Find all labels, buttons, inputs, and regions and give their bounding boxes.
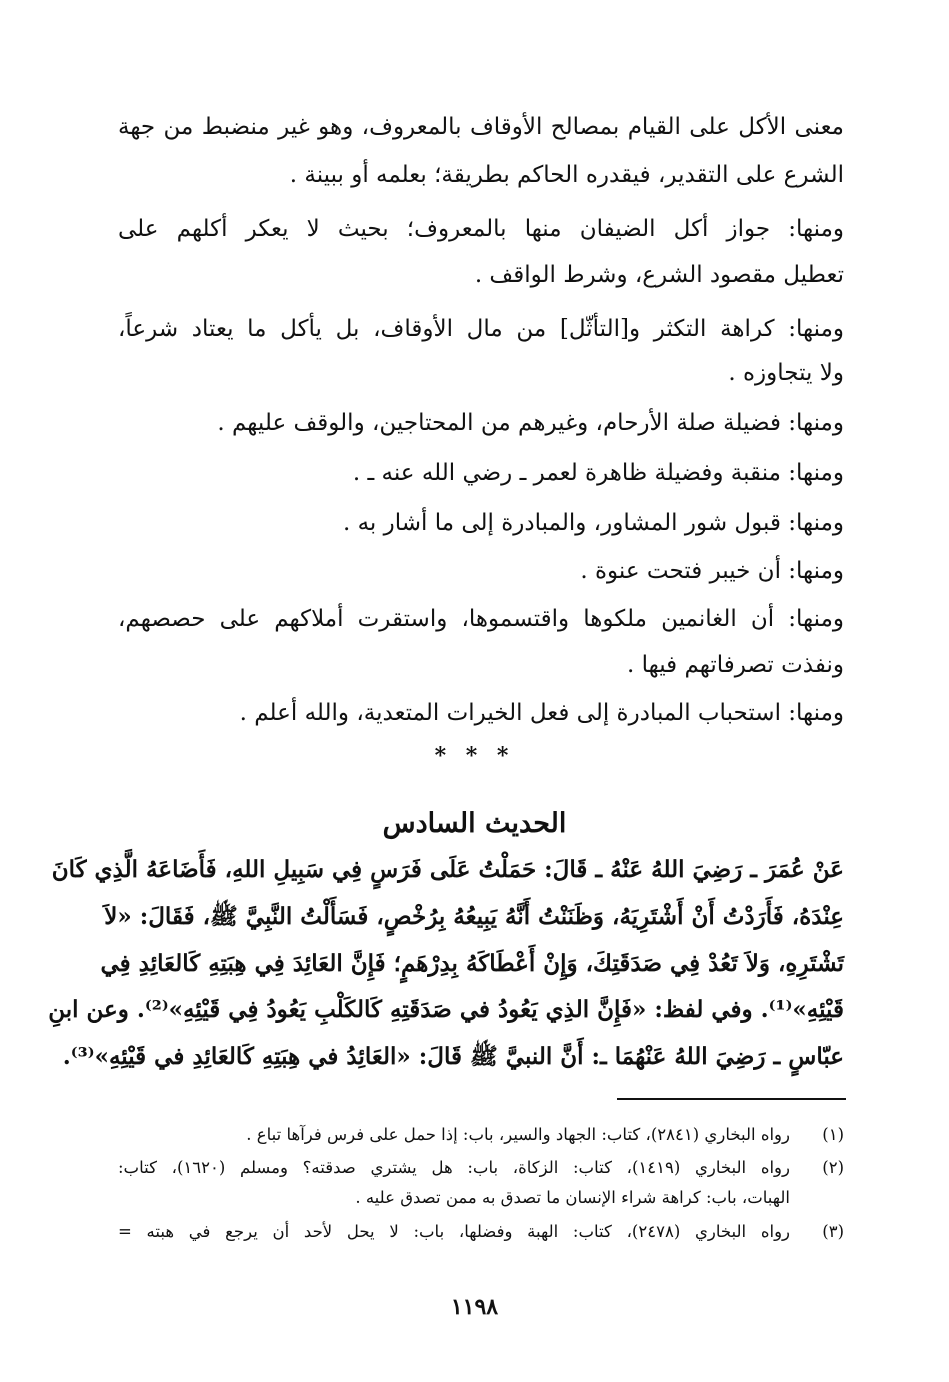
body-line-2: الشرع على التقدير، فيقدره الحاكم بطريقة؛ بعلمه أو ببينة .	[289, 162, 844, 188]
footnote-3-line-1: رواه البخاري (٢٤٧٨)، كتاب: الهبة وفضلها، باب: لا يحل لأحد أن يرجع في هبته =	[118, 1222, 791, 1241]
body-line-10: ومنها: أن خيبر فتحت عنوة .	[580, 558, 844, 584]
footnote-divider	[617, 1098, 846, 1100]
body-line-5: ومنها: كراهة التكثر و[التأثّل] من مال الأوقاف، بل يأكل ما يعتاد شرعاً،	[118, 316, 844, 342]
body-line-1: معنى الأكل على القيام بمصالح الأوقاف بالمعروف، وهو غير منضبط من جهة	[118, 114, 844, 140]
page-number: ١١٩٨	[450, 1294, 499, 1320]
body-line-8: ومنها: منقبة وفضيلة ظاهرة لعمر ـ رضي الله عنه ـ .	[352, 460, 844, 486]
body-line-13: ومنها: استحباب المبادرة إلى فعل الخيرات المتعدية، والله أعلم .	[239, 700, 844, 726]
body-line-9: ومنها: قبول شور المشاور، والمبادرة إلى ما أشار به .	[342, 510, 844, 536]
footnote-2-number: (٢)	[822, 1158, 844, 1177]
hadith-line-2: عِنْدَهُ، فَأَرَدْتُ أَنْ أَشْتَرِيَهُ، وَظَنَنْتُ أَنَّهُ يَبِيعُهُ بِرُخْصٍ، فَسَأَلْتُ النَّبِيَّ ﷺ، فَقَالَ: «لاَ	[104, 903, 844, 930]
section-separator: * * *	[434, 743, 515, 769]
body-line-11: ومنها: أن الغانمين ملكوها واقتسموها، واستقرت أملاكهم على حصصهم،	[118, 606, 844, 632]
hadith-line-1: عَنْ عُمَرَ ـ رَضِيَ اللهُ عَنْهُ ـ قَالَ: حَمَلْتُ عَلَى فَرَسٍ فِي سَبِيلِ اللهِ، فَأَضَاعَهُ الَّذِي كَانَ	[51, 856, 844, 883]
footnote-1-number: (١)	[822, 1125, 844, 1144]
section-heading: الحديث السادس	[382, 808, 567, 839]
hadith-line-5: عبّاسٍ ـ رَضِيَ اللهُ عَنْهُمَا ـ: أَنَّ النبيَّ ﷺ قَالَ: «العَائِدُ في هِبَتِهِ كَالعَائِدِ في قَيْئِهِ»⁽³⁾.	[62, 1043, 844, 1070]
hadith-line-4: قَيْئِهِ»⁽¹⁾. وفي لفظ: «فَإِنَّ الذِي يَعُودُ في صَدَقَتِهِ كَالكَلْبِ يَعُودُ فِي قَيْئِهِ»⁽²⁾. وعن ابنِ	[48, 996, 844, 1023]
hadith-line-3: تَشْتَرِهِ، وَلاَ تَعُدْ فِي صَدَقَتِكَ، وَإِنْ أَعْطَاكَهُ بِدِرْهَمٍ؛ فَإِنَّ العَائِدَ فِي هِبَتِهِ كَالعَائِدِ فِي	[100, 950, 844, 977]
body-line-3: ومنها: جواز أكل الضيفان منها بالمعروف؛ بحيث لا يعكر أكلهم على	[118, 216, 844, 242]
body-line-6: ولا يتجاوزه .	[728, 360, 844, 386]
footnote-2-line-2: الهبات، باب: كراهة شراء الإنسان ما تصدق به ممن تصدق عليه .	[355, 1188, 790, 1207]
body-line-12: ونفذت تصرفاتهم فيها .	[626, 652, 844, 678]
footnote-1-line-1: رواه البخاري (٢٨٤١)، كتاب: الجهاد والسير، باب: إذا حمل على فرس فرآها تباع .	[246, 1125, 790, 1144]
footnote-2-line-1: رواه البخاري (١٤١٩)، كتاب: الزكاة، باب: هل يشتري صدقته؟ ومسلم (١٦٢٠)، كتاب:	[118, 1158, 790, 1177]
body-line-7: ومنها: فضيلة صلة الأرحام، وغيرهم من المحتاجين، والوقف عليهم .	[217, 410, 844, 436]
body-line-4: تعطيل مقصود الشرع، وشرط الواقف .	[474, 262, 844, 288]
footnote-3-number: (٣)	[822, 1222, 844, 1241]
